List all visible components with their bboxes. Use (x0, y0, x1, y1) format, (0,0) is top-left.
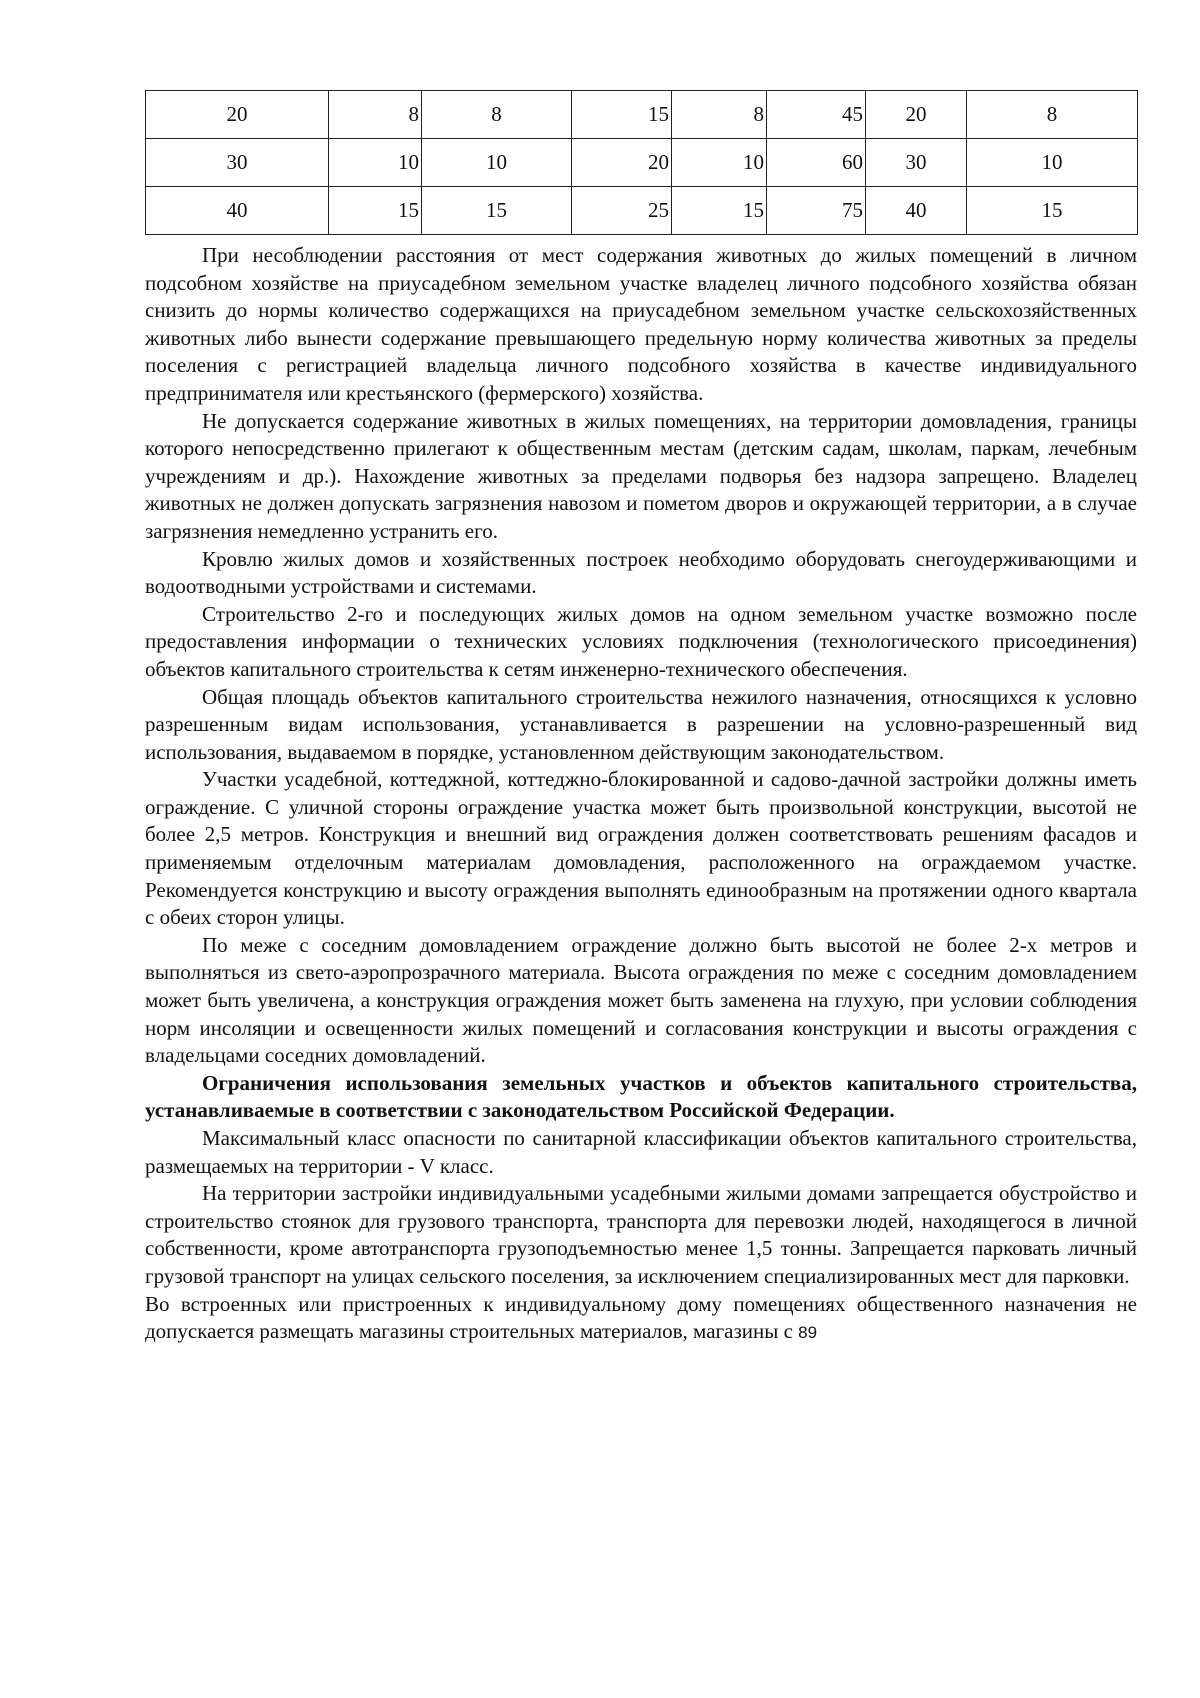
table-cell: 15 (329, 187, 422, 235)
table-row (146, 187, 1138, 235)
table-cell: 25 (572, 187, 672, 235)
table-cell: 8 (329, 91, 422, 139)
table-cell: 15 (967, 187, 1138, 235)
table-cell: 20 (866, 91, 967, 139)
table-cell: 10 (329, 139, 422, 187)
paragraph: Общая площадь объектов капитального строительства нежилого назначения, относящихся к условно разрешенным видам использования, устанавливается в разрешении на условно-разрешенный вид использования, выдаваемом в порядке, установленном действующим законодательством. (145, 684, 1137, 764)
table-cell: 40 (866, 187, 967, 235)
table-cell: 10 (672, 139, 767, 187)
table-cell: 15 (672, 187, 767, 235)
paragraph: Кровлю жилых домов и хозяйственных построек необходимо оборудовать снегоудерживающими и водоотводными устройствами и системами. (145, 546, 1137, 599)
table-row (146, 139, 1138, 187)
page-number: 89 (798, 1323, 818, 1343)
table-cell: 30 (146, 139, 329, 187)
table-cell: 15 (422, 187, 572, 235)
table-cell: 20 (146, 91, 329, 139)
paragraph: При несоблюдении расстояния от мест содержания животных до жилых помещений в личном подсобном хозяйстве на приусадебном земельном участке владелец личного подсобного хозяйства обязан снизить до нормы количество содержащихся на приусадебном земельном участке сельскохозяйственных животных либо вынести содержание превышающего предельную норму количества животных за пределы поселения с регистрацией владельца личного подсобного хозяйства в качестве индивидуального предпринимателя или крестьянского (фермерского) хозяйства. (145, 243, 1137, 405)
table-cell: 60 (767, 139, 866, 187)
paragraph: По меже с соседним домовладением ограждение должно быть высотой не более 2-х метров и выполняться из свето-аэропрозрачного материала. Высота ограждения по меже с соседним домовладением может быть увеличена, а конструкция ограждения может быть заменена на глухую, при условии соблюдения норм инсоляции и освещенности жилых помещений и согласования конструкции и высоты ограждения с владельцами соседних домовладений. (145, 932, 1137, 1068)
paragraph: Максимальный класс опасности по санитарной классификации объектов капитального строительства, размещаемых на территории - V класс. (145, 1126, 1137, 1178)
table-cell: 30 (866, 139, 967, 187)
table-cell: 8 (672, 91, 767, 139)
table-cell: 10 (422, 139, 572, 187)
table-row (146, 91, 1138, 139)
last-paragraph (145, 1291, 1137, 1347)
paragraph: На территории застройки индивидуальными усадебными жилыми домами запрещается обустройство и строительство стоянок для грузового транспорта, транспорта для перевозки людей, находящегося в личной собственности, кроме автотранспорта грузоподъемностью менее 1,5 тонны. Запрещается парковать личный грузовой транспорт на улицах сельского поселения, за исключением специализированных мест для парковки. (145, 1181, 1137, 1288)
body-text (145, 242, 1137, 1347)
paragraph: Участки усадебной, коттеджной, коттеджно-блокированной и садово-дачной застройки должны иметь ограждение. С уличной стороны ограждение участка может быть произвольной конструкции, высотой не более 2,5 метров. Конструкция и внешний вид ограждения должен соответствовать решениям фасадов и применяемым отделочным материалам домовладения, расположенного на ограждаемом участке. Рекомендуется конструкцию и высоту ограждения выполнять единообразным на протяжении одного квартала с обеих сторон улицы. (145, 767, 1137, 930)
table-cell: 8 (422, 91, 572, 139)
last-paragraph-text: Во встроенных или пристроенных к индивидуальному дому помещениях общественного назначения не допускается размещать магазины строительных материалов, магазины с (145, 1291, 1137, 1344)
table-cell: 20 (572, 139, 672, 187)
paragraph: Строительство 2-го и последующих жилых домов на одном земельном участке возможно после предоставления информации о технических условиях подключения (технологического присоединения) объектов капитального строительства к сетям инженерно-технического обеспечения. (145, 601, 1137, 681)
table-cell: 8 (967, 91, 1138, 139)
paragraph: Не допускается содержание животных в жилых помещениях, на территории домовладения, границы которого непосредственно прилегают к общественным местам (детским садам, школам, паркам, лечебным учреждениям и др.). Нахождение животных за пределами подворья без надзора запрещено. Владелец животных не должен допускать загрязнения навозом и пометом дворов и окружающей территории, а в случае загрязнения немедленно устранить его. (145, 408, 1137, 543)
section-heading: Ограничения использования земельных участков и объектов капитального строительства, устанавливаемые в соответствии с законодательством Российской Федерации. (145, 1070, 1137, 1123)
table-cell: 40 (146, 187, 329, 235)
table-cell: 45 (767, 91, 866, 139)
table-cell: 15 (572, 91, 672, 139)
table-cell: 10 (967, 139, 1138, 187)
table-cell: 75 (767, 187, 866, 235)
data-table (145, 90, 1138, 235)
